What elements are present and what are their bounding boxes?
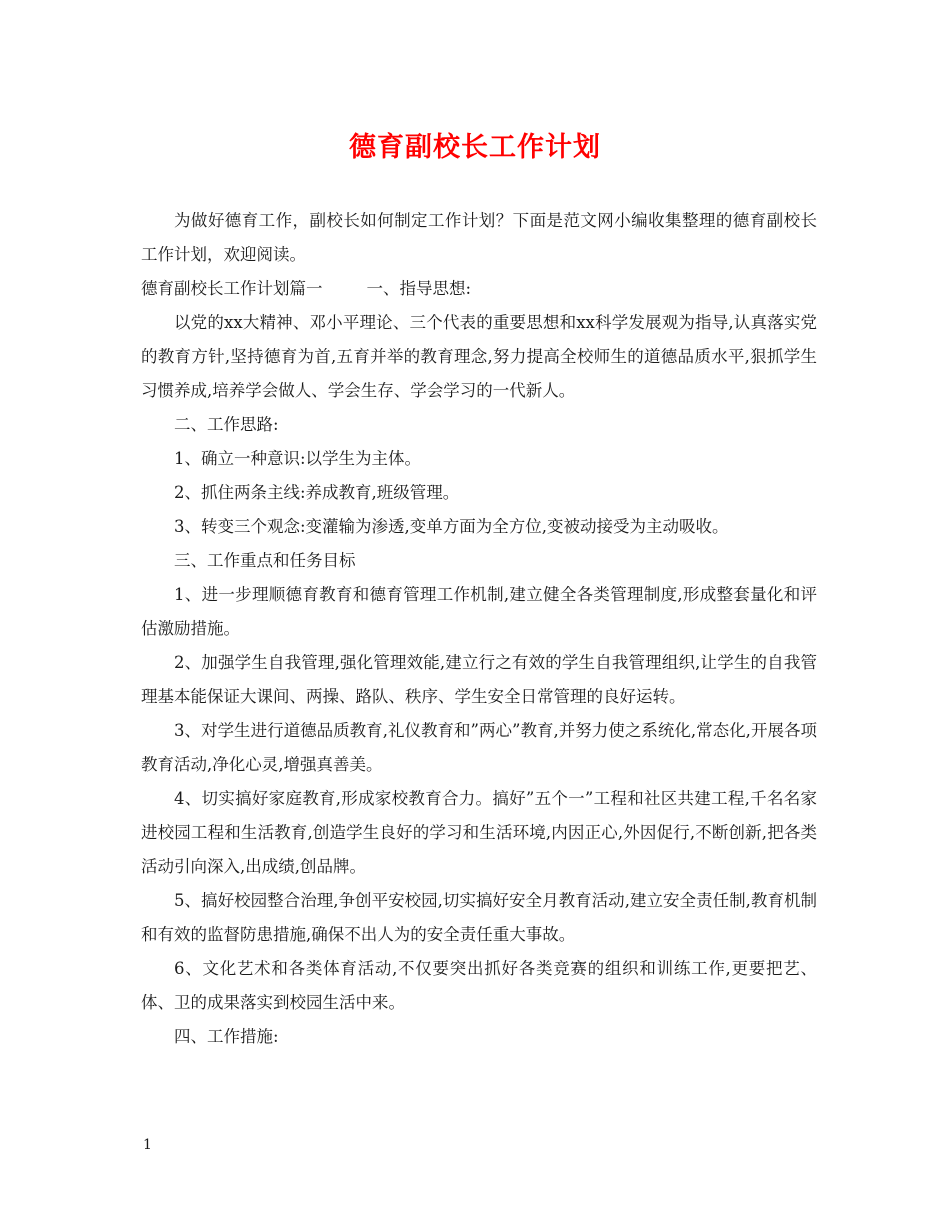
section-label: 德育副校长工作计划篇一 xyxy=(141,279,323,298)
page-number: 1 xyxy=(143,1137,152,1153)
goal-item: 2、加强学生自我管理,强化管理效能,建立行之有效的学生自我管理组织,让学生的自我管理基本能保证大课间、两操、路队、秩序、学生安全日常管理的良好运转。 xyxy=(141,653,817,706)
heading-work-ideas: 二、工作思路: xyxy=(174,415,279,434)
heading-measures: 四、工作措施: xyxy=(174,1027,279,1046)
section-label-line xyxy=(141,272,817,306)
guiding-thought-paragraph: 以党的xx大精神、邓小平理论、三个代表的重要思想和xx科学发展观为指导,认真落实党的教育方针,坚持德育为首,五育并举的教育理念,努力提高全校师生的道德品质水平,狠抓学生习惯养成,培养学会做人、学会生存、学会学习的一代新人。 xyxy=(141,313,817,400)
goal-item: 4、切实搞好家庭教育,形成家校教育合力。搞好”五个一”工程和社区共建工程,千名名家进校园工程和生活教育,创造学生良好的学习和生活环境,内因正心,外因促行,不断创新,把各类活动引向深入,出成绩,创品牌。 xyxy=(141,789,817,876)
goal-item: 3、对学生进行道德品质教育,礼仪教育和”两心”教育,并努力使之系统化,常态化,开展各项教育活动,净化心灵,增强真善美。 xyxy=(141,721,817,774)
idea-item: 3、转变三个观念:变灌输为渗透,变单方面为全方位,变被动接受为主动吸收。 xyxy=(174,517,729,536)
document-body xyxy=(141,204,817,1054)
idea-item: 2、抓住两条主线:养成教育,班级管理。 xyxy=(174,483,460,502)
goal-item: 6、文化艺术和各类体育活动,不仅要突出抓好各类竞赛的组织和训练工作,更要把艺、体、卫的成果落实到校园生活中来。 xyxy=(141,959,817,1012)
heading-key-goals: 三、工作重点和任务目标 xyxy=(174,551,356,570)
goal-item: 5、搞好校园整合治理,争创平安校园,切实搞好安全月教育活动,建立安全责任制,教育机制和有效的监督防患措施,确保不出人为的安全责任重大事故。 xyxy=(141,891,817,944)
heading-guiding-thought: 一、指导思想: xyxy=(366,279,472,298)
document-title: 德育副校长工作计划 xyxy=(349,132,601,163)
goal-item: 1、进一步理顺德育教育和德育管理工作机制,建立健全各类管理制度,形成整套量化和评估激励措施。 xyxy=(141,585,817,638)
idea-item: 1、确立一种意识:以学生为主体。 xyxy=(174,449,422,468)
intro-paragraph: 为做好德育工作，副校长如何制定工作计划？下面是范文网小编收集整理的德育副校长工作计划，欢迎阅读。 xyxy=(141,211,817,264)
